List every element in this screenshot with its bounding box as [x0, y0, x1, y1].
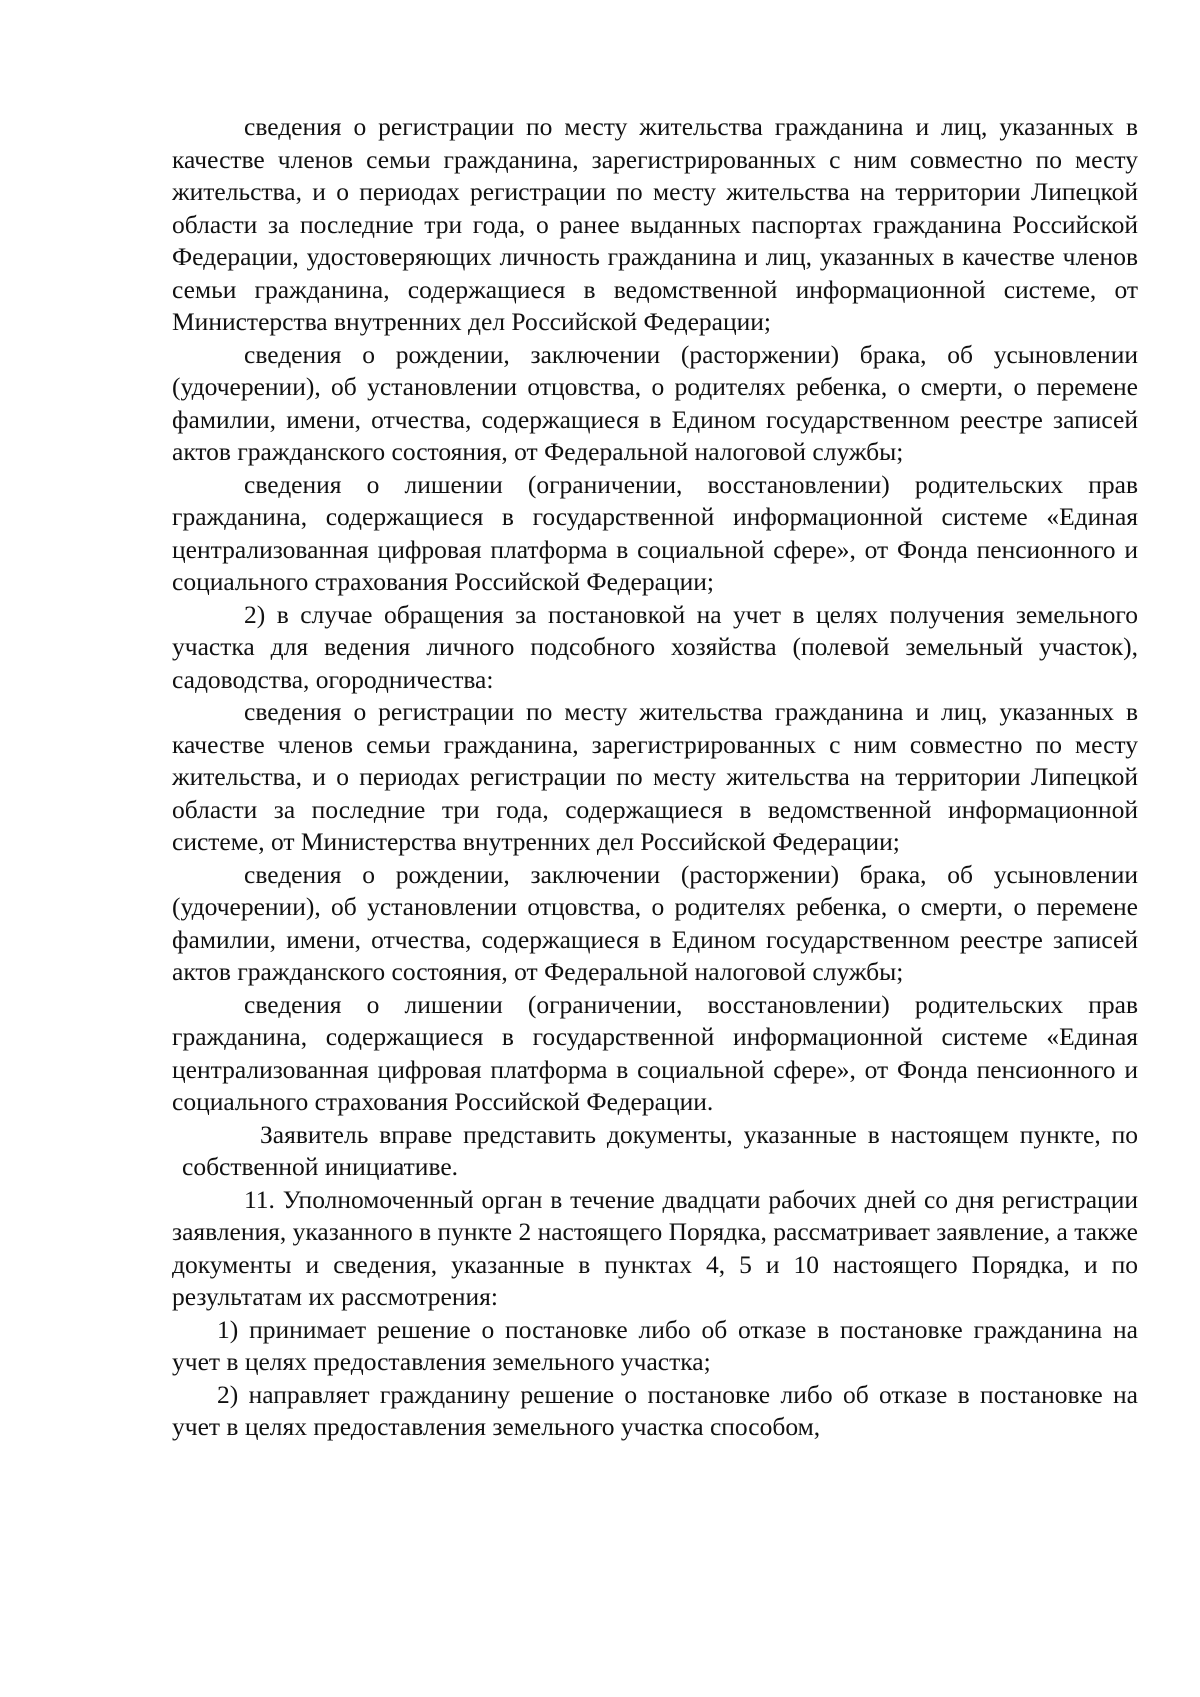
paragraph-subitem-1-decision: 1) принимает решение о постановке либо об отказе в постановке гражданина на учет в целях предоставления земельного участка;	[172, 1314, 1138, 1376]
paragraph-item-11: 11. Уполномоченный орган в течение двадцати рабочих дней со дня регистрации заявления, указанного в пункте 2 настоящего Порядка, рассматривает заявление, а также документы и сведения, указанные в пунктах 4, 5 и 10 настоящего Порядка, и по результатам их рассмотрения:	[172, 1184, 1138, 1311]
paragraph-subitem-2-notify: 2) направляет гражданину решение о постановке либо об отказе в постановке на учет в целях предоставления земельного участка способом,	[172, 1379, 1138, 1441]
document-page	[172, 111, 1138, 1444]
paragraph-civil-status-info-2: сведения о рождении, заключении (расторжении) брака, об усыновлении (удочерении), об установлении отцовства, о родителях ребенка, о смерти, о перемене фамилии, имени, отчества, содержащиеся в Едином государственном реестре записей актов гражданского состояния, от Федеральной налоговой службы;	[172, 859, 1138, 986]
paragraph-item-2-land-plot: 2) в случае обращения за постановкой на учет в целях получения земельного участка для ведения личного подсобного хозяйства (полевой земельный участок), садоводства, огородничества:	[172, 599, 1138, 694]
paragraph-parental-rights-info: сведения о лишении (ограничении, восстановлении) родительских прав гражданина, содержащиеся в государственной информационной системе «Единая централизованная цифровая платформа в социальной сфере», от Фонда пенсионного и социального страхования Российской Федерации;	[172, 469, 1138, 596]
paragraph-mvd-registration-info-2: сведения о регистрации по месту жительства гражданина и лиц, указанных в качестве членов семьи гражданина, зарегистрированных с ним совместно по месту жительства, и о периодах регистрации по месту жительства на территории Липецкой области за последние три года, содержащиеся в ведомственной информационной системе, от Министерства внутренних дел Российской Федерации;	[172, 697, 1138, 856]
paragraph-parental-rights-info-2: сведения о лишении (ограничении, восстановлении) родительских прав гражданина, содержащиеся в государственной информационной системе «Единая централизованная цифровая платформа в социальной сфере», от Фонда пенсионного и социального страхования Российской Федерации.	[172, 989, 1138, 1116]
paragraph-mvd-registration-info: сведения о регистрации по месту жительства гражданина и лиц, указанных в качестве членов семьи гражданина, зарегистрированных с ним совместно по месту жительства, и о периодах регистрации по месту жительства на территории Липецкой области за последние три года, о ранее выданных паспортах гражданина Российской Федерации, удостоверяющих личность гражданина и лиц, указанных в качестве членов семьи гражданина, содержащиеся в ведомственной информационной системе, от Министерства внутренних дел Российской Федерации;	[172, 112, 1138, 336]
paragraph-civil-status-info: сведения о рождении, заключении (расторжении) брака, об усыновлении (удочерении), об установлении отцовства, о родителях ребенка, о смерти, о перемене фамилии, имени, отчества, содержащиеся в Едином государственном реестре записей актов гражданского состояния, от Федеральной налоговой службы;	[172, 339, 1138, 466]
paragraph-applicant-right: Заявитель вправе представить документы, указанные в настоящем пункте, по собственной инициативе.	[182, 1119, 1138, 1181]
